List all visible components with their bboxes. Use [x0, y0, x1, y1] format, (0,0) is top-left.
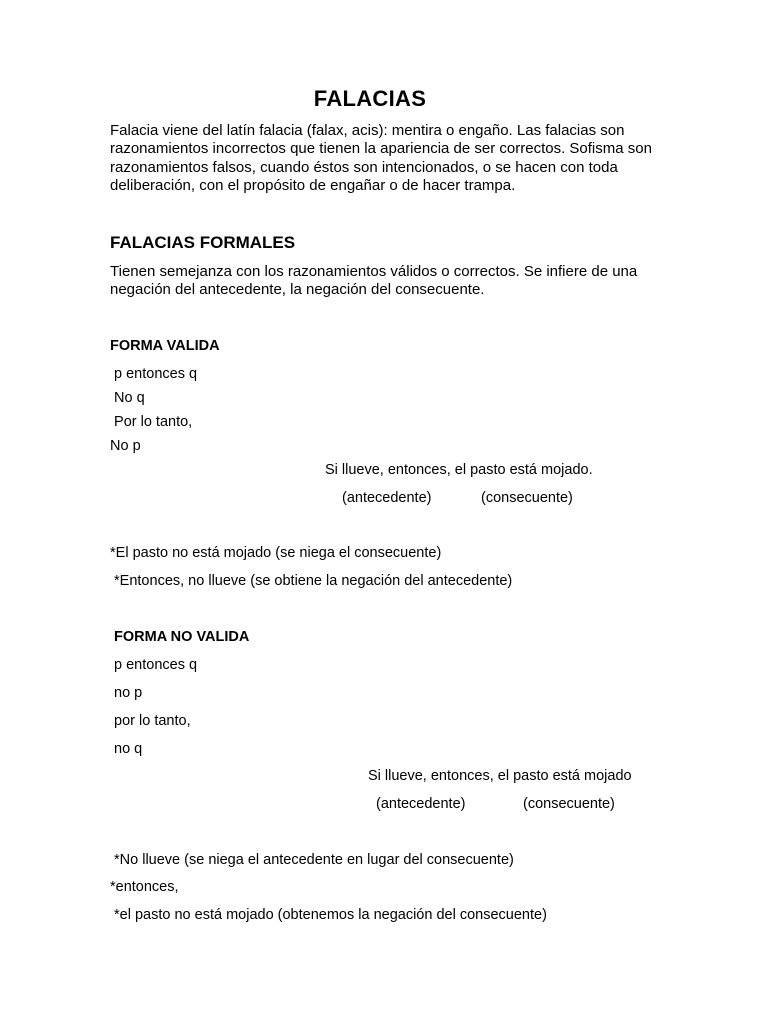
formales-paragraph: Tienen semejanza con los razonamientos válidos o correctos. Se infiere de una negación del antecedente, la negación del consecuente. [110, 263, 638, 299]
forma-valida-consecuente: (consecuente) [481, 490, 573, 506]
forma-no-valida-example: Si llueve, entonces, el pasto está mojado [368, 768, 632, 784]
forma-no-valida-line: no q [110, 741, 143, 757]
forma-no-valida-note: *No llueve (se niega el antecedente en lugar del consecuente) [110, 852, 514, 868]
forma-valida-line: No q [110, 390, 145, 406]
forma-valida-note: *El pasto no está mojado (se niega el consecuente) [110, 545, 442, 561]
forma-no-valida-note: *entonces, [110, 879, 179, 895]
forma-valida-example: Si llueve, entonces, el pasto está mojado. [325, 462, 593, 478]
forma-no-valida-consecuente: (consecuente) [523, 796, 615, 812]
page-title: FALACIAS [313, 86, 427, 111]
forma-valida-line: No p [110, 438, 141, 454]
intro-paragraph: Falacia viene del latín falacia (falax, acis): mentira o engaño. Las falacias son razonamientos incorrectos que tienen la apariencia de ser correctos. Sofisma son razonamientos falsos, cuando éstos son intencionados, o se hacen con toda deliberación, con el propósito de engañar o de hacer trampa. [110, 122, 652, 195]
forma-valida-note: *Entonces, no llueve (se obtiene la negación del antecedente) [110, 573, 513, 589]
forma-valida-antecedente: (antecedente) [342, 490, 432, 506]
section-heading-formales: FALACIAS FORMALES [110, 233, 296, 252]
forma-no-valida-heading: FORMA NO VALIDA [110, 629, 250, 645]
forma-valida-line: Por lo tanto, [110, 414, 193, 430]
forma-no-valida-note: *el pasto no está mojado (obtenemos la negación del consecuente) [110, 907, 547, 923]
forma-valida-line: p entonces q [110, 366, 198, 382]
forma-no-valida-antecedente: (antecedente) [376, 796, 466, 812]
forma-no-valida-line: por lo tanto, [110, 713, 191, 729]
forma-valida-heading: FORMA VALIDA [110, 338, 220, 354]
forma-no-valida-line: no p [110, 685, 143, 701]
forma-no-valida-line: p entonces q [110, 657, 198, 673]
